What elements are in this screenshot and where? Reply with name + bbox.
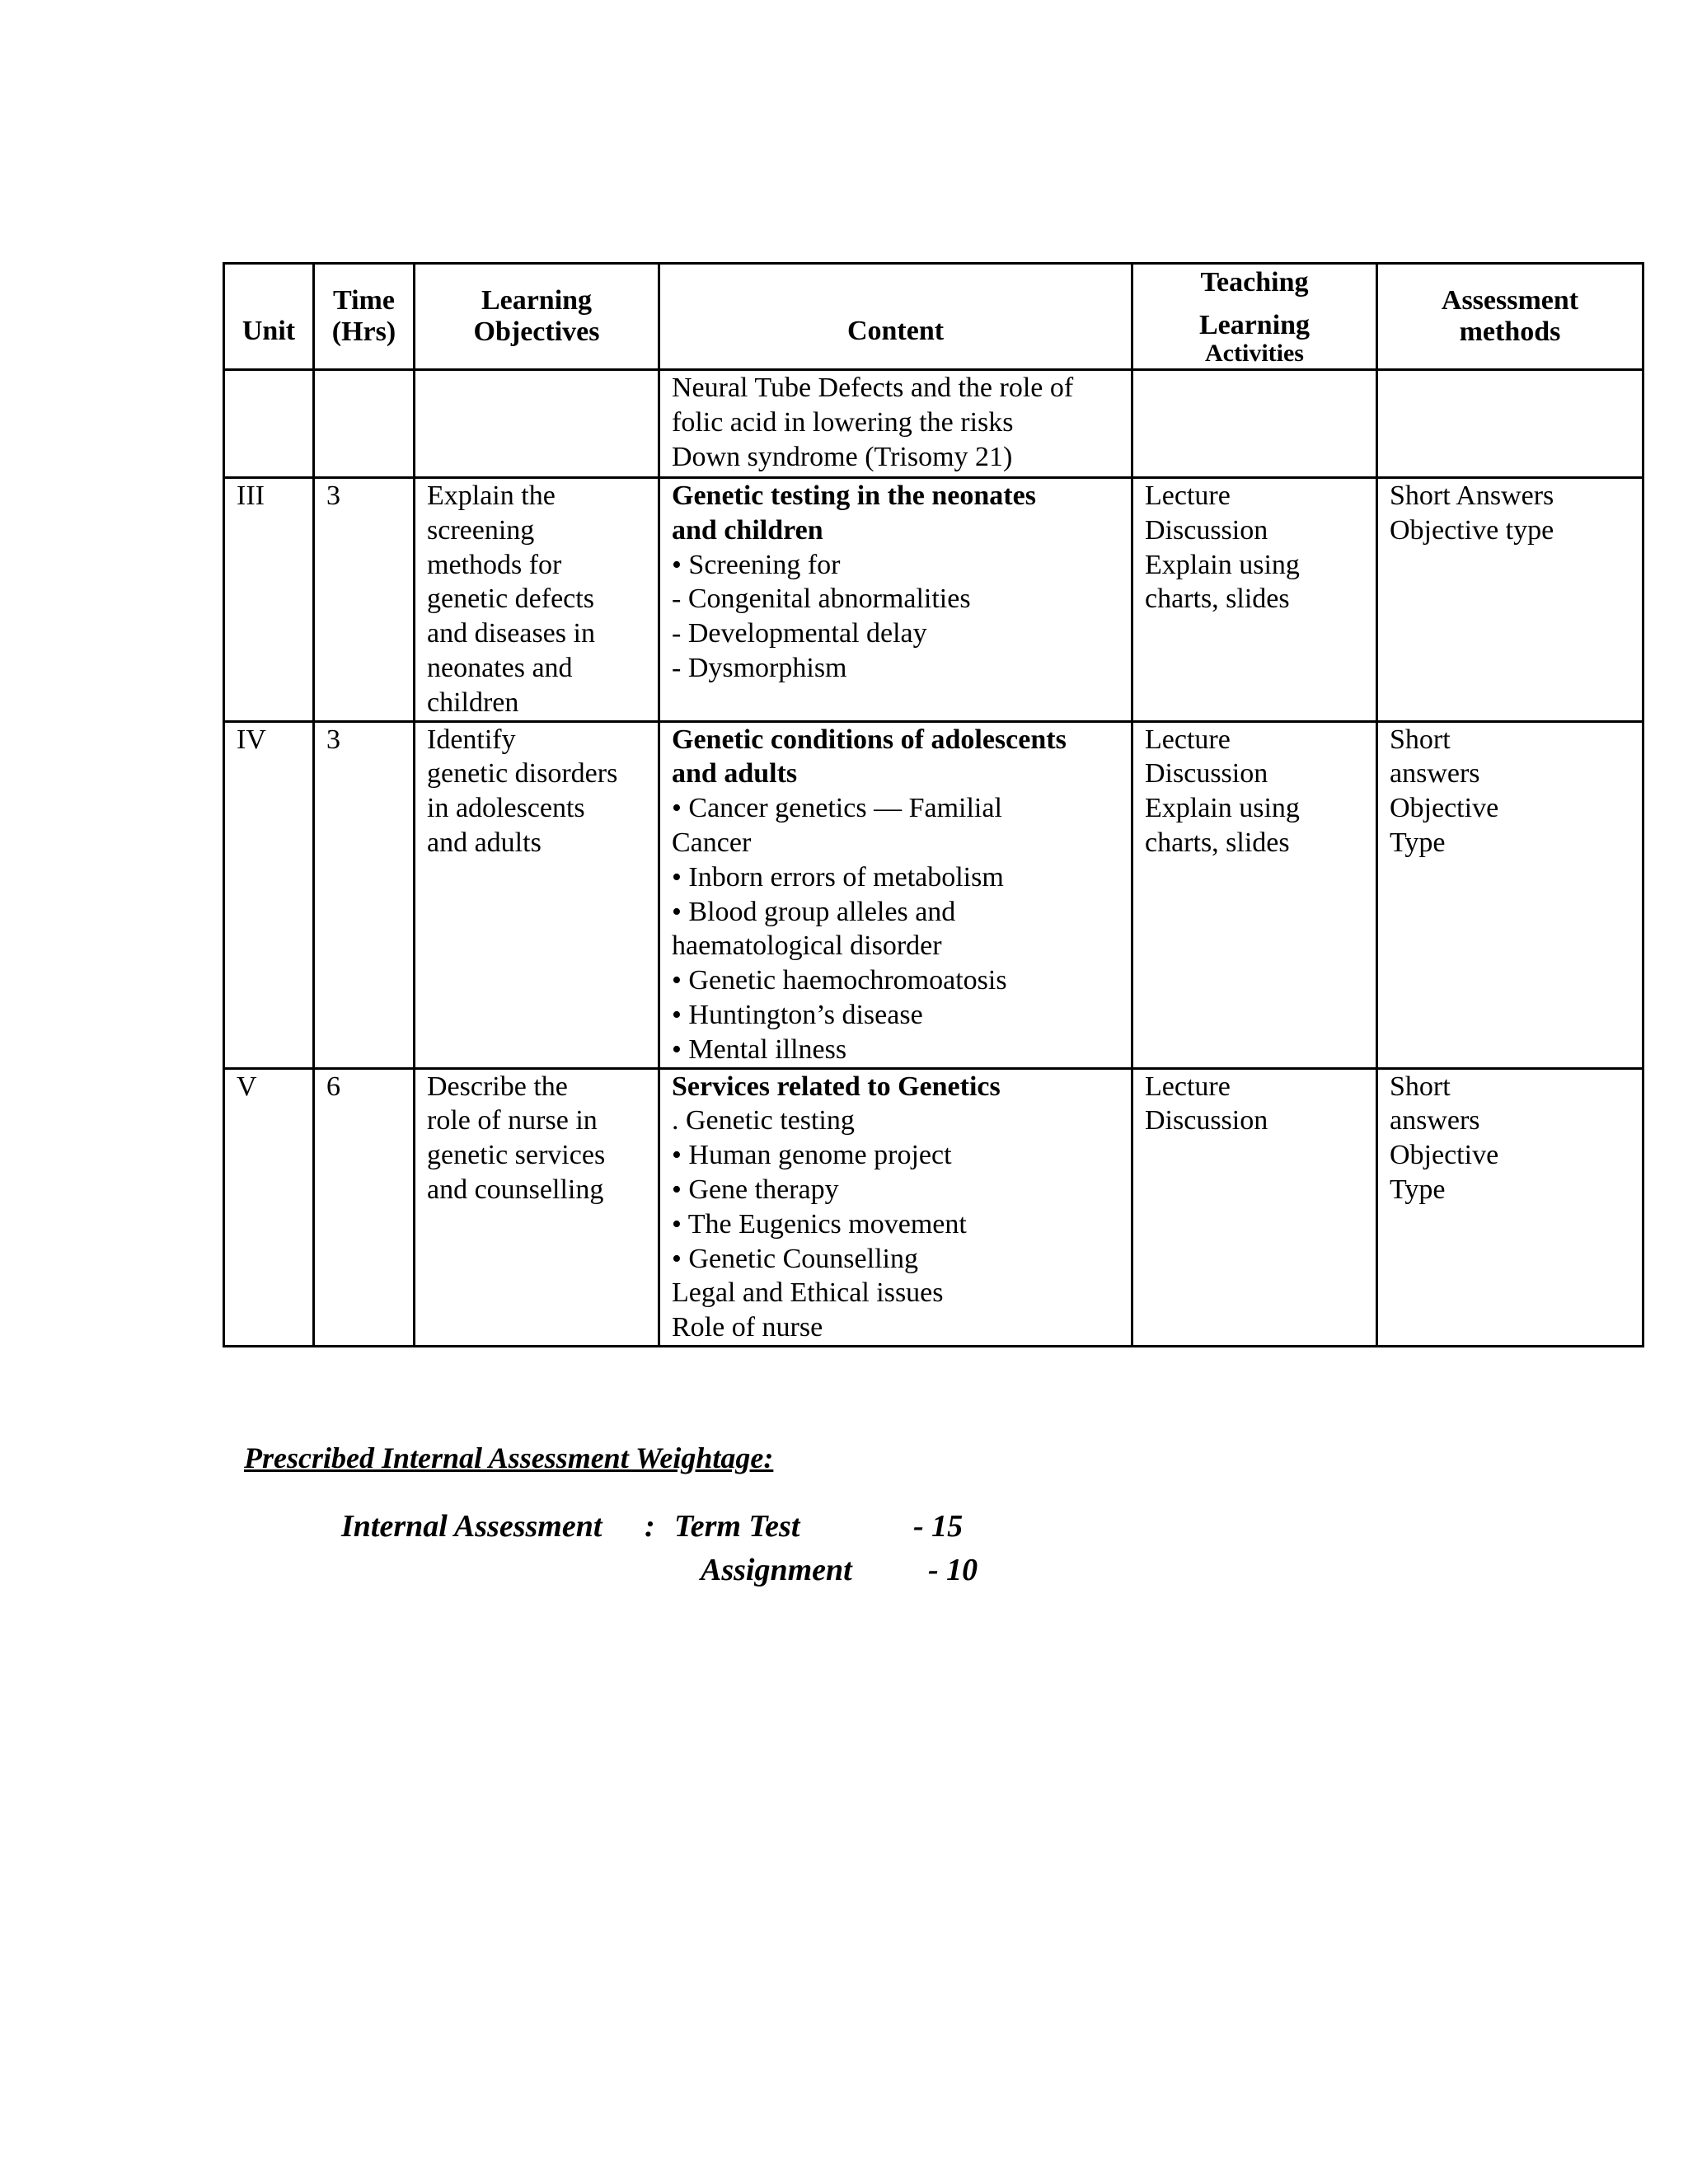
cell-text-line: Lecture [1145,480,1231,511]
cell-activities [1132,370,1377,478]
cell-text-line: genetic disorders [427,758,618,790]
cell-text-line: genetic services [427,1140,606,1171]
cell-time [314,1068,415,1346]
cell-text-line: Cancer [672,827,752,858]
cell-text-line: Type [1390,1174,1446,1205]
cell-text-line: Describe the [427,1071,568,1102]
cell-text-line: V [237,1071,257,1102]
cell-objectives [415,721,659,1068]
cell-text-line: - Dysmorphism [672,652,847,683]
cell-text-line: • Blood group alleles and [672,896,956,927]
cell-text-line: Legal and Ethical issues [672,1277,944,1309]
cell-text-line: Discussion [1145,1105,1268,1137]
cell-text-line: Objective type [1390,514,1554,546]
cell-text-line: • Screening for [672,549,841,580]
cell-text-line: - Developmental delay [672,618,927,649]
content-heading-line: and adults [672,758,798,790]
cell-text-line: Explain using [1145,549,1300,580]
cell-text-line: III [237,480,265,511]
cell-text-line: • Genetic haemochromoatosis [672,965,1007,996]
cell-text-line: 3 [326,480,340,511]
weightage-heading: Prescribed Internal Assessment Weightage: [244,1441,774,1474]
cell-text-line: . Genetic testing [672,1105,855,1137]
cell-text-line: Identify [427,724,516,755]
header-assessment: Assessment methods [1377,264,1643,370]
cell-text-line: and counselling [427,1174,604,1205]
cell-content [659,1068,1132,1346]
cell-text-line: 6 [326,1071,340,1102]
cell-time [314,478,415,722]
cell-text-line: Explain using [1145,793,1300,824]
cell-text-line: Objective [1390,1140,1499,1171]
content-heading-line: Genetic conditions of adolescents [672,724,1067,755]
cell-text-line: haematological disorder [672,930,942,962]
cell-assessment [1377,478,1643,722]
cell-text-line: screening [427,514,535,546]
cell-text-line: • Mental illness [672,1033,847,1065]
cell-assessment [1377,721,1643,1068]
cell-text-line: Explain the [427,480,556,511]
cell-text-line: neonates and [427,652,573,683]
cell-content [659,478,1132,722]
header-content: Content [659,264,1132,370]
cell-text-line: methods for [427,549,562,580]
cell-text-line: • Human genome project [672,1140,952,1171]
cell-text-line: Discussion [1145,514,1268,546]
internal-assessment-label: Internal Assessment [341,1509,603,1544]
term-test-value: - 15 [913,1509,964,1544]
content-heading-line: and children [672,514,823,546]
cell-text-line: • Huntington’s disease [672,999,923,1030]
cell-unit [224,478,314,722]
term-test-label: Term Test [674,1509,800,1544]
cell-text-line: Short [1390,1071,1451,1102]
cell-text-line: • The Eugenics movement [672,1208,967,1240]
content-heading-line: Services related to Genetics [672,1071,1001,1102]
table-row [224,478,1643,722]
cell-objectives [415,370,659,478]
cell-text-line: • Cancer genetics — Familial [672,793,1002,824]
cell-text-line: in adolescents [427,793,585,824]
cell-text-line: answers [1390,758,1480,790]
assignment-value: - 10 [928,1553,978,1587]
cell-text-line: • Genetic Counselling [672,1243,918,1274]
header-time: Time (Hrs) [314,264,415,370]
cell-activities [1132,478,1377,722]
cell-objectives [415,1068,659,1346]
cell-text-line: Objective [1390,793,1499,824]
cell-text-line: charts, slides [1145,827,1290,858]
header-objectives: Learning Objectives [415,264,659,370]
cell-time [314,370,415,478]
syllabus-table [223,262,1644,1347]
cell-text-line: Role of nurse [672,1312,823,1343]
cell-text-line: Discussion [1145,758,1268,790]
cell-text-line: • Inborn errors of metabolism [672,861,1004,893]
header-row [224,264,1643,370]
internal-assessment-separator: : [645,1509,655,1544]
table-row [224,1068,1643,1346]
cell-text-line: - Congenital abnormalities [672,583,971,615]
cell-text-line: Short Answers [1390,480,1554,511]
cell-unit [224,370,314,478]
cell-text-line: genetic defects [427,583,594,615]
cell-text-line: and diseases in [427,618,595,649]
cell-text-line: Lecture [1145,1071,1231,1102]
cell-text-line: 3 [326,724,340,755]
cell-assessment [1377,370,1643,478]
cell-text-line: • Gene therapy [672,1174,839,1205]
cell-unit [224,721,314,1068]
header-unit: Unit [224,264,314,370]
cell-text-line: and adults [427,827,542,858]
cell-text-line: Type [1390,827,1446,858]
table-row-continuation [224,370,1643,478]
cell-objectives [415,478,659,722]
cell-text-line: Lecture [1145,724,1231,755]
table-row [224,721,1643,1068]
cell-unit [224,1068,314,1346]
assignment-label: Assignment [701,1553,852,1587]
cell-time [314,721,415,1068]
cell-text-line: role of nurse in [427,1105,598,1137]
cell-text-line: answers [1390,1105,1480,1137]
cell-activities [1132,721,1377,1068]
content-heading-line: Genetic testing in the neonates [672,480,1036,511]
cell-activities [1132,1068,1377,1346]
cell-text-line: IV [237,724,266,755]
cell-content: Neural Tube Defects and the role of folic acid in lowering the risks Down syndrome (Trisomy 21) [659,370,1132,478]
cell-content [659,721,1132,1068]
cell-text-line: charts, slides [1145,583,1290,615]
header-activities: Teaching Learning Activities [1132,264,1377,370]
cell-text-line: Short [1390,724,1451,755]
cell-text-line: children [427,687,519,718]
cell-assessment [1377,1068,1643,1346]
